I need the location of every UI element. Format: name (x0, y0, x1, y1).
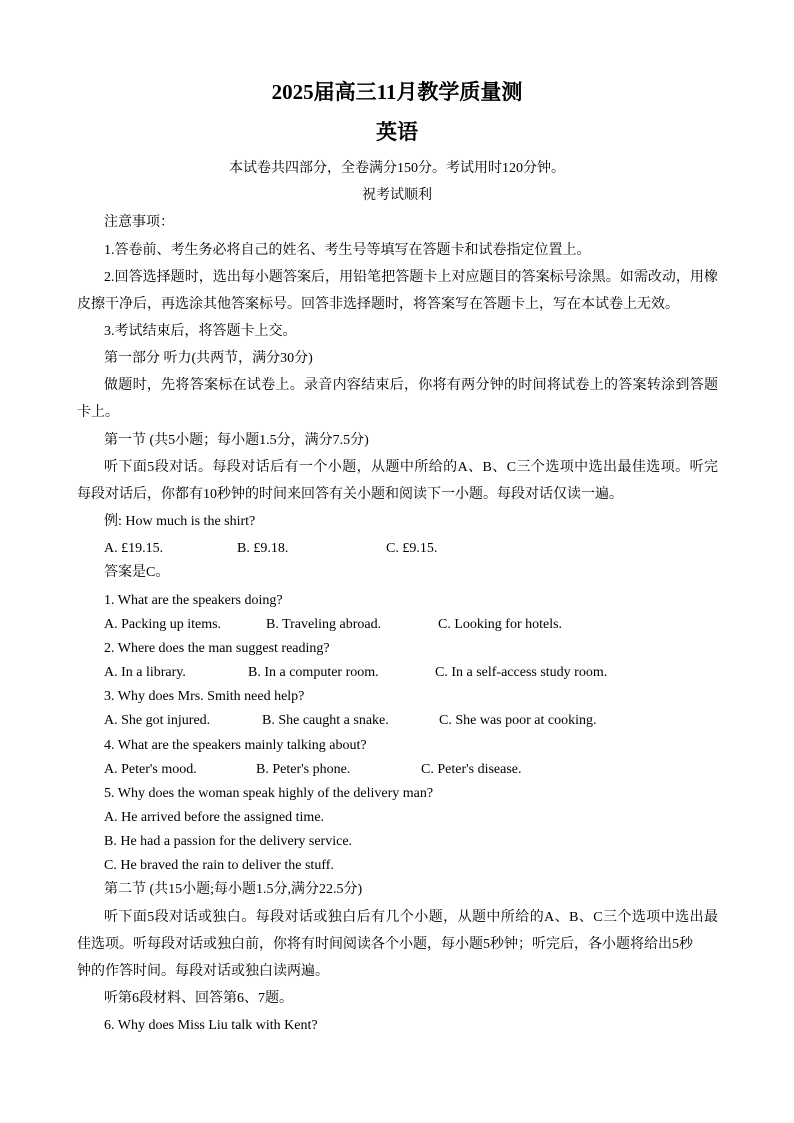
question-3-option-b: B. She caught a snake. (262, 713, 389, 728)
question-3-option-a: A. She got injured. (104, 713, 211, 728)
part1-instruction-line-1: 做题时，先将答案标在试卷上。录音内容结束后，你将有两分钟的时间将试卷上的答案转涂到答题 (104, 378, 718, 393)
part1-heading: 第一部分 听力(共两节，满分30分) (104, 351, 313, 366)
part1-instruction-line-2: 卡上。 (77, 405, 119, 420)
section1-instruction-line-1: 听下面5段对话。每段对话后有一个小题，从题中所给的A、B、C三个选项中选出最佳选项。听完 (104, 460, 718, 475)
note-2-line-1: 2.回答选择题时，选出每小题答案后，用铅笔把答题卡上对应题目的答案标号涂黑。如需改动，用橡 (104, 270, 718, 285)
question-5-option-a: A. He arrived before the assigned time. (104, 810, 325, 825)
section2-instruction-line-3: 钟的作答时间。每段对话或独白读两遍。 (77, 964, 329, 979)
section2-instruction-line-2: 佳选项。听每段对话或独白前，你将有时间阅读各个小题，每小题5秒钟；听完后，各小题将给出5秒 (77, 937, 693, 952)
question-1-option-a: A. Packing up items. (104, 617, 222, 632)
question-5-option-b: B. He had a passion for the delivery service. (104, 834, 353, 849)
note-2-line-2: 皮擦干净后，再选涂其他答案标号。回答非选择题时，将答案写在答题卡上，写在本试卷上无效。 (77, 297, 679, 312)
question-1-option-b: B. Traveling abroad. (266, 617, 382, 632)
subject-title: 英语 (376, 120, 418, 144)
material-6-instruction: 听第6段材料、回答第6、7题。 (104, 991, 293, 1006)
note-1: 1.答卷前、考生务必将自己的姓名、考生号等填写在答题卡和试卷指定位置上。 (104, 243, 591, 258)
question-6: 6. Why does Miss Liu talk with Kent? (104, 1018, 318, 1033)
question-1-option-c: C. Looking for hotels. (438, 617, 563, 632)
note-3: 3.考试结束后，将答题卡上交。 (104, 324, 297, 339)
notes-heading: 注意事项： (104, 215, 174, 230)
section1-instruction-line-2: 每段对话后，你都有10秒钟的时间来回答有关小题和阅读下一小题。每段对话仅读一遍。 (77, 487, 623, 502)
question-5-option-c: C. He braved the rain to deliver the stuff. (104, 858, 334, 873)
question-2: 2. Where does the man suggest reading? (104, 641, 330, 656)
question-2-option-c: C. In a self-access study room. (435, 665, 608, 680)
section2-instruction-line-1: 听下面5段对话或独白。每段对话或独白后有几个小题，从题中所给的A、B、C三个选项中选出最 (104, 910, 718, 925)
example-option-c: C. £9.15. (386, 541, 438, 556)
question-4-option-a: A. Peter's mood. (104, 762, 197, 777)
example-option-b: B. £9.18. (237, 541, 289, 556)
section2-heading: 第二节 (共15小题;每小题1.5分,满分22.5分) (104, 882, 363, 897)
question-3-option-c: C. She was poor at cooking. (439, 713, 597, 728)
section1-heading: 第一节 (共5小题；每小题1.5分，满分7.5分) (104, 433, 369, 448)
question-5: 5. Why does the woman speak highly of the delivery man? (104, 786, 434, 801)
question-4-option-c: C. Peter's disease. (421, 762, 522, 777)
question-4-option-b: B. Peter's phone. (256, 762, 351, 777)
question-2-option-a: A. In a library. (104, 665, 186, 680)
question-1: 1. What are the speakers doing? (104, 593, 283, 608)
example-answer: 答案是C。 (104, 565, 170, 580)
question-2-option-b: B. In a computer room. (248, 665, 379, 680)
exam-intro: 本试卷共四部分，全卷满分150分。考试用时120分钟。 (229, 161, 565, 176)
example-question: 例: How much is the shirt? (104, 514, 256, 529)
exam-title: 2025届高三11月教学质量测 (271, 80, 523, 104)
good-luck-line: 祝考试顺利 (362, 188, 432, 203)
question-3: 3. Why does Mrs. Smith need help? (104, 689, 305, 704)
question-4: 4. What are the speakers mainly talking about? (104, 738, 367, 753)
example-option-a: A. £19.15. (104, 541, 164, 556)
